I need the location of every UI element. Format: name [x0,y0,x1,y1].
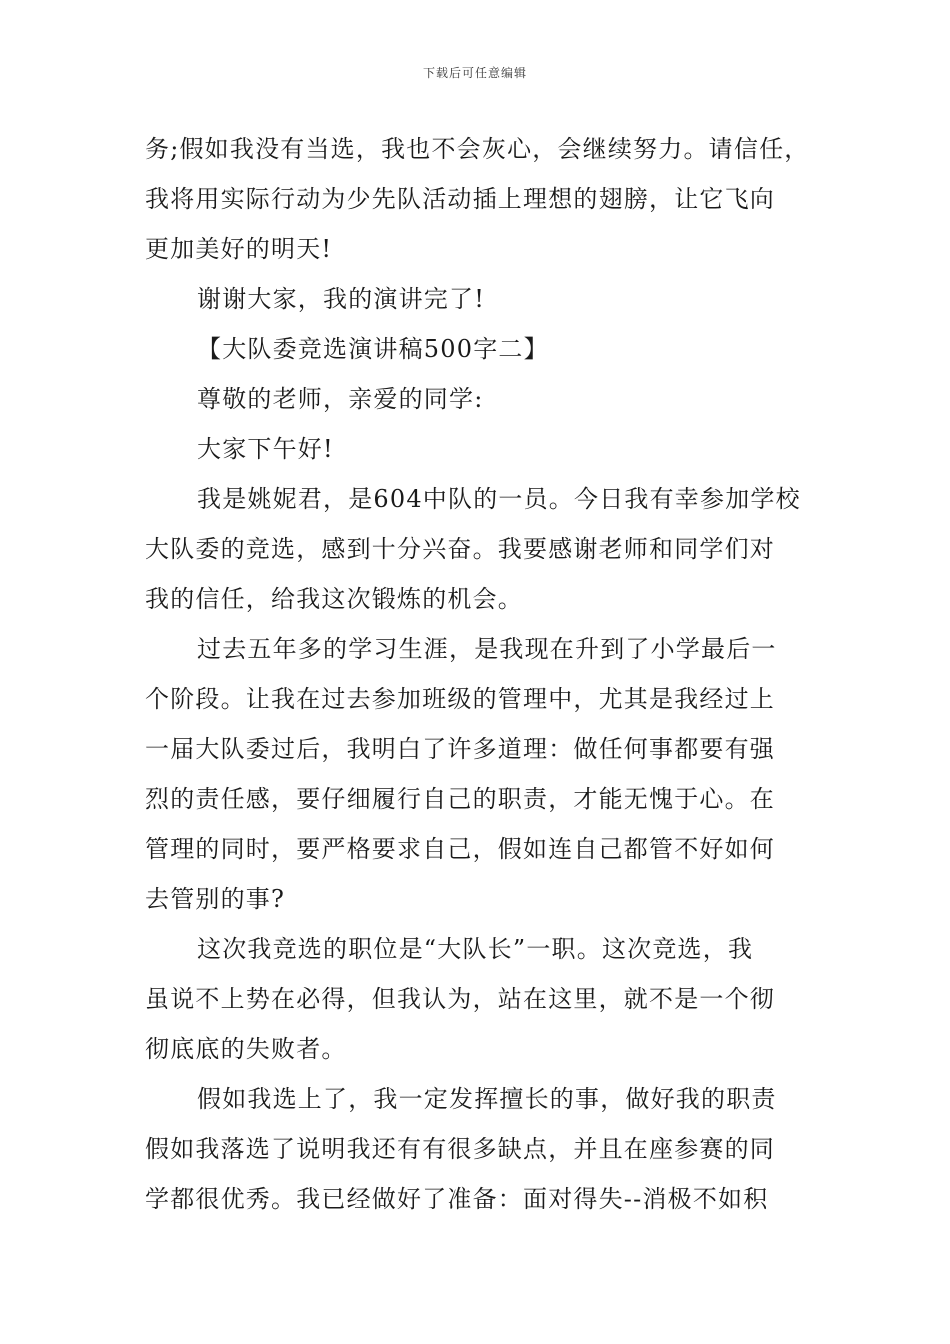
text-line: 务;假如我没有当选，我也不会灰心，会继续努力。请信任， [145,135,810,163]
paragraph-start-line: 假如我选上了，我一定发挥擅长的事，做好我的职责 [197,1085,777,1113]
text-line: 虽说不上势在必得，但我认为，站在这里，就不是一个彻 [145,985,775,1013]
paragraph-start-line: 这次我竞选的职位是“大队长”一职。这次竞选，我 [197,935,754,963]
text-line: 个阶段。让我在过去参加班级的管理中，尤其是我经过上 [145,685,775,713]
section-heading: 【大队委竞选演讲稿500字二】 [197,335,549,363]
text-line: 更加美好的明天! [145,235,333,263]
text-line: 管理的同时，要严格要求自己，假如连自己都管不好如何 [145,835,775,863]
text-line: 学都很优秀。我已经做好了准备：面对得失--消极不如积 [145,1185,769,1213]
paragraph-start-line: 谢谢大家，我的演讲完了! [197,285,486,313]
paragraph-start-line: 过去五年多的学习生涯，是我现在升到了小学最后一 [197,635,777,663]
paragraph-start-line: 我是姚妮君，是604中队的一员。今日我有幸参加学校 [197,485,801,513]
text-line: 我将用实际行动为少先队活动插上理想的翅膀，让它飞向 [145,185,775,213]
text-line: 大队委的竞选，感到十分兴奋。我要感谢老师和同学们对 [145,535,775,563]
header-note: 下载后可任意编辑 [422,66,527,80]
text-line: 烈的责任感，要仔细履行自己的职责，才能无愧于心。在 [145,785,775,813]
greeting-line: 大家下午好! [197,435,334,463]
text-line: 我的信任，给我这次锻炼的机会。 [145,585,523,613]
text-line: 彻底底的失败者。 [145,1035,347,1063]
document-body [145,124,810,1224]
text-line: 一届大队委过后，我明白了许多道理：做任何事都要有强 [145,735,775,763]
salutation-line: 尊敬的老师，亲爱的同学: [197,385,484,413]
text-line: 去管别的事? [145,885,286,913]
text-line: 假如我落选了说明我还有有很多缺点，并且在座参赛的同 [145,1135,775,1163]
